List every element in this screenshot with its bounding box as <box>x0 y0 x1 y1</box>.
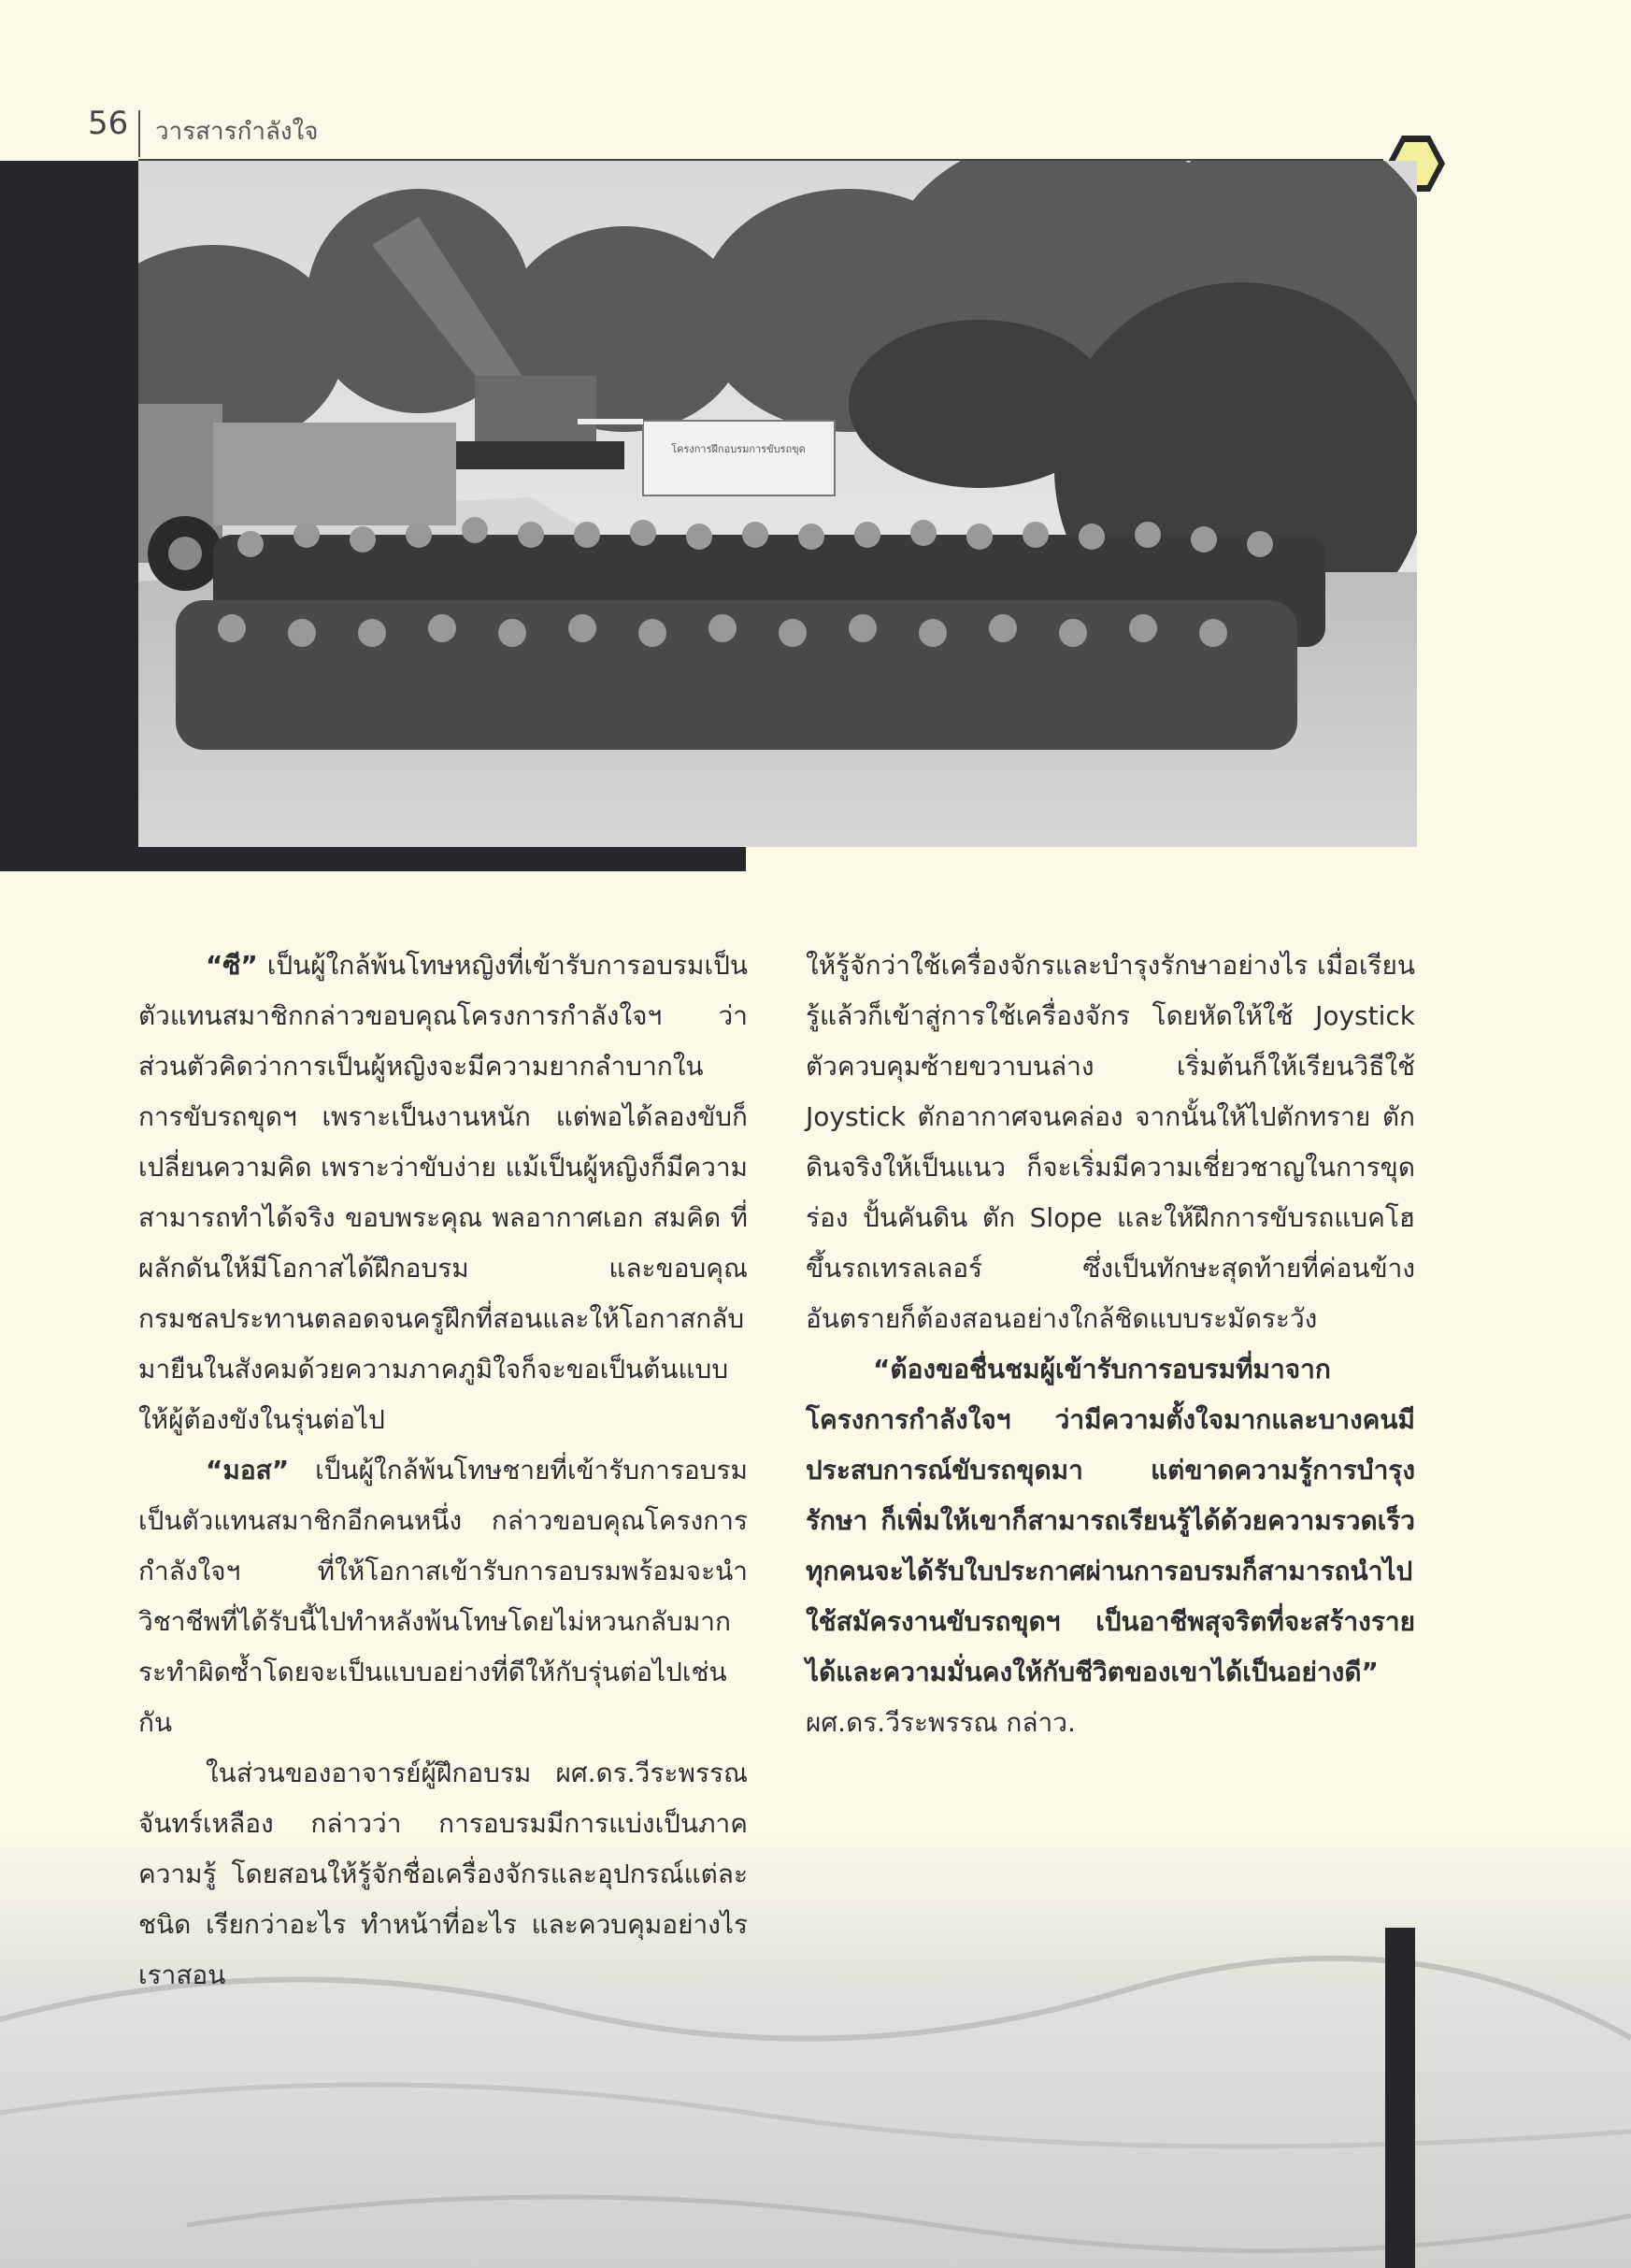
paragraph-zee <box>138 940 748 1445</box>
header-divider <box>138 110 140 157</box>
group-of-people <box>176 535 1325 750</box>
right-dark-bar <box>1385 1928 1415 2268</box>
speaker-name-mos: “มอส” <box>206 1455 290 1486</box>
left-text-column <box>138 940 748 2001</box>
group-photo <box>138 161 1417 847</box>
quote-attribution: ผศ.ดร.วีระพรรณ กล่าว. <box>806 1707 1076 1738</box>
magazine-title: วารสารกำลังใจ <box>155 118 319 146</box>
paragraph-training: ให้รู้จักว่าใช้เครื่องจักรและบำรุงรักษาอย่างไร เมื่อเรียนรู้แล้วก็เข้าสู่การใช้เครื่องจักร โดยหัดให้ใช้ Joystick ตัวควบคุมซ้ายขวาบนล่าง เริ่มต้นก็ให้เรียนวิธีใช้ Joystick ตักอากาศจนคล่อง จากนั้นให้ไปตักทราย ตักดินจริงให้เป็นแนว ก็จะเริ่มมีความเชี่ยวชาญในการขุดร่อง ปั้นคันดิน ตัก Slope และให้ฝึกการขับรถแบคโฮขึ้นรถเทรลเลอร์ ซึ่งเป็นทักษะสุดท้ายที่ค่อนข้างอันตรายก็ต้องสอนอย่างใกล้ชิดแบบระมัดระวัง <box>806 950 1415 1334</box>
left-dark-bar <box>0 161 138 871</box>
svg-text:โครงการฝึกอบรมการขับรถขุด: โครงการฝึกอบรมการขับรถขุด <box>671 443 806 455</box>
paragraph-quote <box>806 1344 1415 1748</box>
instructor-quote: “ต้องขอชื่นชมผู้เข้ารับการอบรมที่มาจากโครงการกำลังใจฯ ว่ามีความตั้งใจมากและบางคนมีประสบการณ์ขับรถขุดมา แต่ขาดความรู้การบำรุงรักษา ก็เพิ่มให้เขาก็สามารถเรียนรู้ได้ด้วยความรวดเร็ว ทุกคนจะได้รับใบประกาศผ่านการอบรมก็สามารถนำไปใช้สมัครงานขับรถขุดฯ เป็นอาชีพสุจริตที่จะสร้างรายได้และความมั่นคงให้กับชีวิตของเขาได้เป็นอย่างดี” <box>806 1354 1415 1687</box>
paragraph-text: เป็นผู้ใกล้พ้นโทษชายที่เข้ารับการอบรมเป็นตัวแทนสมาชิกอีกคนหนึ่ง กล่าวขอบคุณโครงการกำลังใจฯ ที่ให้โอกาสเข้ารับการอบรมพร้อมจะนำวิชาชีพที่ได้รับนี้ไปทำหลังพ้นโทษโดยไม่หวนกลับมากระทำผิดซ้ำโดยจะเป็นแบบอย่างที่ดีให้กับรุ่นต่อไปเช่นกัน <box>138 1455 748 1738</box>
paragraph-text: เป็นผู้ใกล้พ้นโทษหญิงที่เข้ารับการอบรมเป็นตัวแทนสมาชิกกล่าวขอบคุณโครงการกำลังใจฯ ว่าส่วนตัวคิดว่าการเป็นผู้หญิงจะมีความยากลำบากในการขับรถขุดฯ เพราะเป็นงานหนัก แต่พอได้ลองขับก็เปลี่ยนความคิด เพราะว่าขับง่าย แม้เป็นผู้หญิงก็มีความสามารถทำได้จริง ขอบพระคุณ พลอากาศเอก สมคิด ที่ผลักดันให้มีโอกาสได้ฝึกอบรม และขอบคุณกรมชลประทานตลอดจนครูฝึกที่สอนและให้โอกาสกลับมายืนในสังคมด้วยความภาคภูมิใจก็จะขอเป็นต้นแบบให้ผู้ต้องขังในรุ่นต่อไป <box>138 950 748 1435</box>
speaker-name-zee: “ซี” <box>206 950 258 981</box>
paragraph-mos <box>138 1445 748 1748</box>
right-text-column <box>806 940 1415 1748</box>
page-number: 56 <box>88 105 129 142</box>
paragraph-instructor: ในส่วนของอาจารย์ผู้ฝึกอบรม ผศ.ดร.วีระพรรณ จันทร์เหลือง กล่าวว่า การอบรมมีการแบ่งเป็นภาคความรู้ โดยสอนให้รู้จักชื่อเครื่องจักรและอุปกรณ์แต่ละชนิด เรียกว่าอะไร ทำหน้าที่อะไร และควบคุมอย่างไร เราสอน <box>138 1758 748 1990</box>
photo-bottom-strip <box>138 847 746 871</box>
